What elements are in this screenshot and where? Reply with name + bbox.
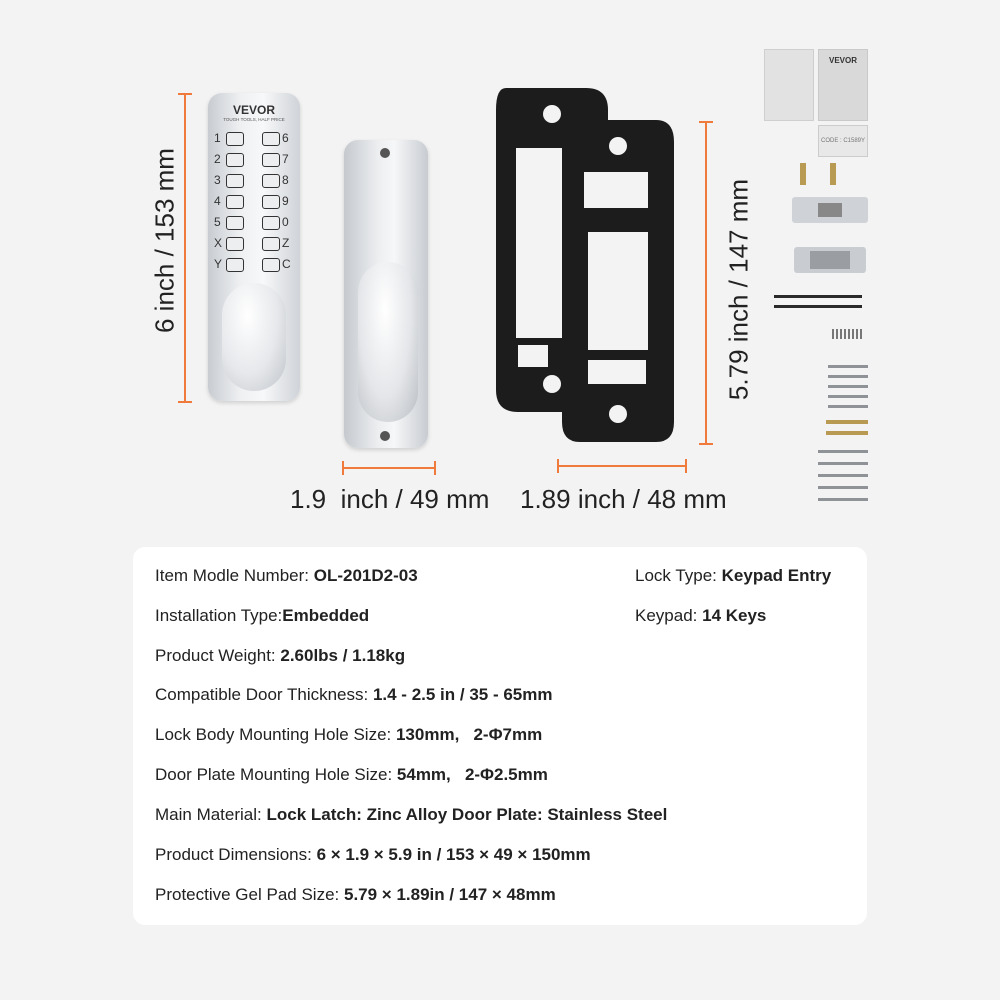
key-button-x[interactable]: [226, 237, 244, 251]
key-label-2: 2: [214, 152, 221, 166]
key-label-y: Y: [214, 257, 223, 271]
key-button-9[interactable]: [262, 195, 280, 209]
user-manual: [818, 49, 868, 121]
mounting-hole-top: [380, 148, 390, 158]
specifications-card: [133, 547, 867, 925]
brand-logo: VEVOR: [232, 103, 275, 117]
key-button-2[interactable]: [226, 153, 244, 167]
key-button-z[interactable]: [262, 237, 280, 251]
mounting-hole-bottom: [380, 431, 390, 441]
key-label-7: 7: [282, 152, 289, 166]
brass-bolts: [826, 420, 868, 442]
spindles: [774, 295, 862, 311]
screws: [828, 365, 868, 415]
brand-tagline: TOUGH TOOLS, HALF PRICE: [223, 117, 285, 122]
manual-brand: VEVOR: [828, 56, 857, 65]
width-dimension-line: [342, 458, 436, 478]
strike-plate: [792, 197, 868, 223]
spec-installation: Installation Type:Embedded: [155, 606, 370, 625]
spec-keypad: Keypad: 14 Keys: [635, 606, 767, 625]
pad-width-dimension-line: [557, 456, 687, 476]
code-card-text: CODE : C1589Y: [820, 138, 866, 144]
key-label-8: 8: [282, 173, 289, 187]
spec-weight: Product Weight: 2.60lbs / 1.18kg: [155, 646, 406, 665]
spec-lock-type: Lock Type: Keypad Entry: [635, 566, 832, 585]
key-label-9: 9: [282, 194, 289, 208]
lock-front: [208, 93, 300, 401]
accessories: [760, 45, 880, 505]
lock-back: [344, 140, 428, 448]
knob: [222, 283, 286, 391]
key-button-c[interactable]: [262, 258, 280, 272]
key-button-7[interactable]: [262, 153, 280, 167]
code-card: [818, 125, 868, 157]
key-label-4: 4: [214, 194, 221, 208]
key-button-3[interactable]: [226, 174, 244, 188]
screw-anchors: [800, 163, 860, 185]
spec-lock-hole: Lock Body Mounting Hole Size: 130mm, 2-Φ7mm: [155, 725, 543, 744]
gel-pads: [496, 88, 676, 444]
height-label: 6 inch / 153 mm: [149, 148, 180, 333]
key-label-6: 6: [282, 131, 289, 145]
key-label-5: 5: [214, 215, 221, 229]
pad-height-label: 5.79 inch / 147 mm: [723, 178, 754, 401]
gel-pad-front: [562, 120, 674, 442]
long-screws: [818, 450, 868, 502]
spec-model: Item Modle Number: OL-201D2-03: [155, 566, 418, 585]
key-button-1[interactable]: [226, 132, 244, 146]
back-knob: [358, 262, 418, 422]
width-label: 1.9 inch / 49 mm: [290, 484, 490, 514]
pad-width-label: 1.89 inch / 48 mm: [520, 484, 727, 514]
key-button-6[interactable]: [262, 132, 280, 146]
keypad: [208, 131, 300, 281]
key-label-c: C: [282, 257, 291, 271]
key-label-0: 0: [282, 215, 289, 229]
pad-height-dimension-line: [694, 120, 718, 446]
key-button-5[interactable]: [226, 216, 244, 230]
install-drawing: [764, 49, 814, 121]
key-label-3: 3: [214, 173, 221, 187]
key-button-0[interactable]: [262, 216, 280, 230]
spec-dimensions: Product Dimensions: 6 × 1.9 × 5.9 in / 153 × 49 × 150mm: [155, 845, 591, 864]
spring: [832, 329, 864, 339]
key-label-x: X: [214, 236, 223, 250]
spec-material: Main Material: Lock Latch: Zinc Alloy Door Plate: Stainless Steel: [155, 805, 668, 824]
spec-plate-hole: Door Plate Mounting Hole Size: 54mm, 2-Φ2.5mm: [155, 765, 548, 784]
key-label-1: 1: [214, 131, 221, 145]
spec-gel-pad: Protective Gel Pad Size: 5.79 × 1.89in / 147 × 48mm: [155, 885, 556, 904]
key-button-8[interactable]: [262, 174, 280, 188]
key-label-z: Z: [282, 236, 290, 250]
strike-box: [794, 247, 866, 273]
key-button-y[interactable]: [226, 258, 244, 272]
spec-door-thickness: Compatible Door Thickness: 1.4 - 2.5 in / 35 - 65mm: [155, 685, 553, 704]
key-button-4[interactable]: [226, 195, 244, 209]
